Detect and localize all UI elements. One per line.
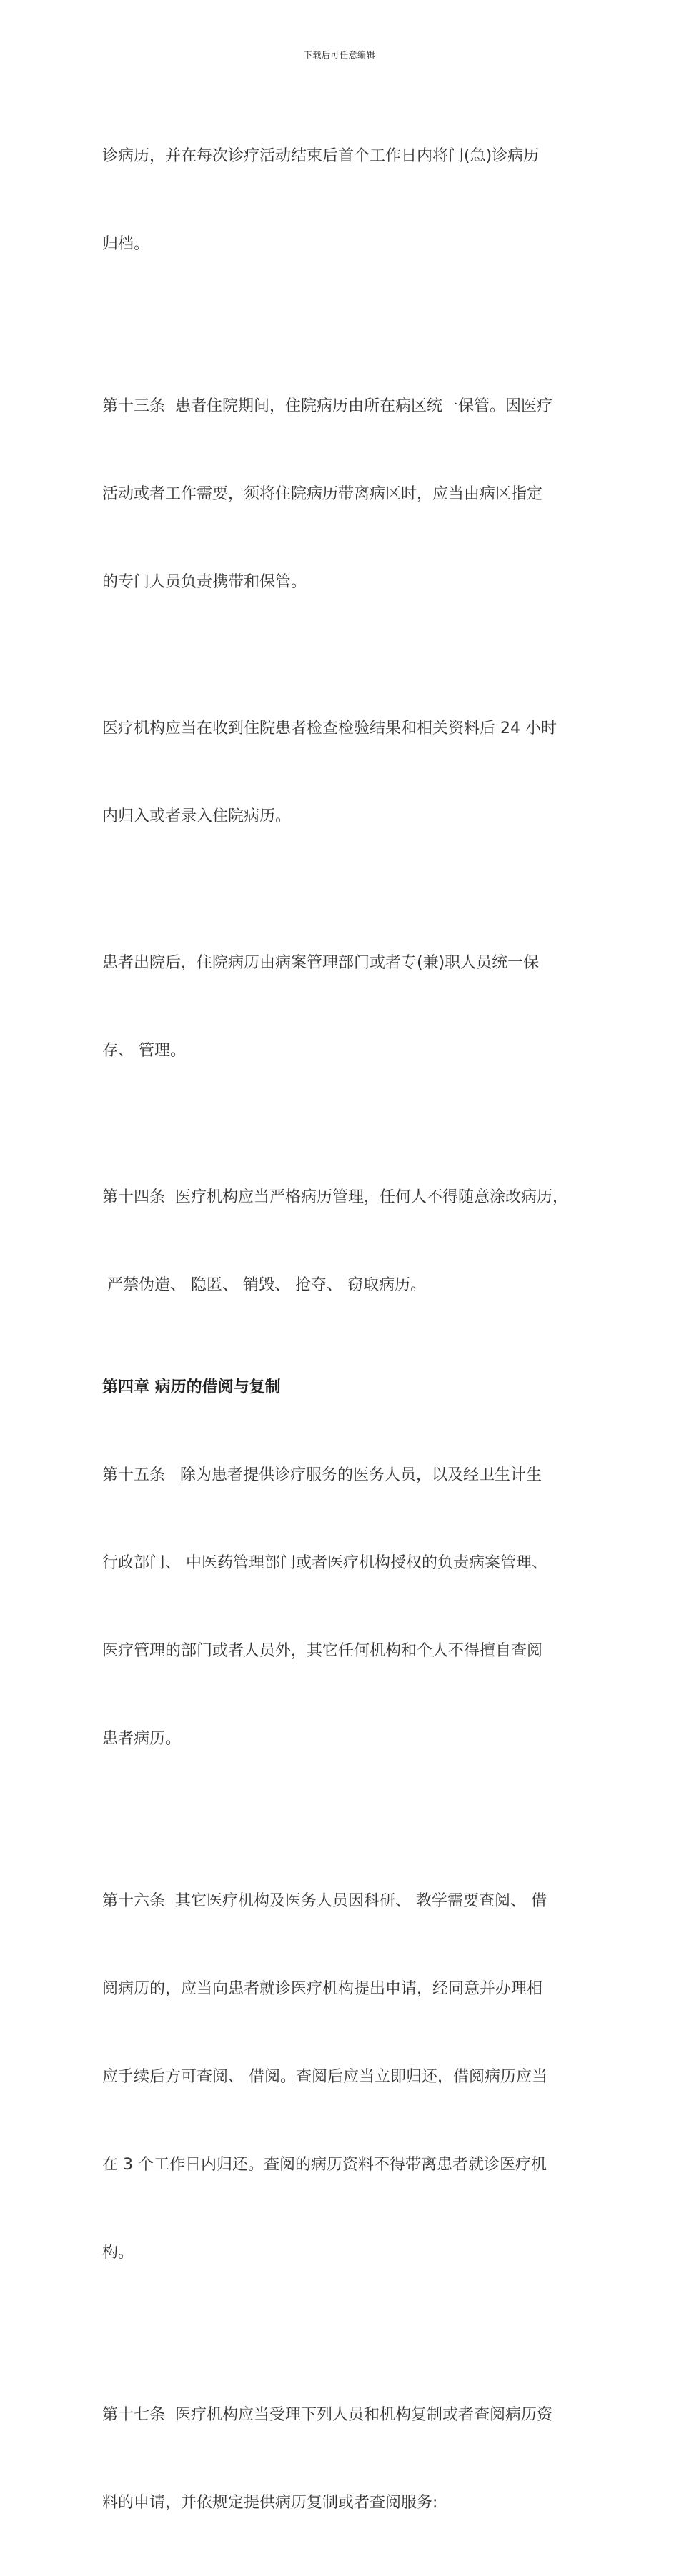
text-line: 的专门人员负责携带和保管。 <box>102 573 307 591</box>
paragraph-article-15 <box>102 1402 583 1812</box>
text-line: 存、 管理。 <box>102 1042 186 1060</box>
text-line: 患者出院后，住院病历由病案管理部门或者专(兼)职人员统一保 <box>102 954 540 972</box>
text-line: 归档。 <box>102 235 150 253</box>
text-line: 医疗管理的部门或者人员外，其它任何机构和个人不得擅自查阅 <box>102 1642 543 1660</box>
text-line: 构。 <box>102 2244 134 2262</box>
document-body <box>102 83 583 2576</box>
text-line: 在 3 个工作日内归还。查阅的病历资料不得带离患者就诊医疗机 <box>102 2156 547 2174</box>
paragraph-discharge-records <box>102 890 583 1124</box>
text-line: 第十六条 其它医疗机构及医务人员因科研、 教学需要查阅、 借 <box>102 1892 547 1910</box>
page-header: 下载后可任意编辑 <box>303 50 375 60</box>
text-line: 诊病历，并在每次诊疗活动结束后首个工作日内将门(急)诊病历 <box>102 147 540 165</box>
text-line: 阅病历的，应当向患者就诊医疗机构提出申请，经同意并办理相 <box>102 1980 543 1998</box>
text-line: 医疗机构应当在收到住院患者检查检验结果和相关资料后 24 小时 <box>102 720 557 737</box>
text-line: 第十四条 医疗机构应当严格病历管理，任何人不得随意涂改病历， <box>102 1188 568 1206</box>
text-line: 料的申请，并依规定提供病历复制或者查阅服务: <box>102 2494 438 2512</box>
chapter-heading: 第四章 病历的借阅与复制 <box>102 1378 281 1396</box>
paragraph-inpatient-results <box>102 655 583 890</box>
paragraph-article-13 <box>102 333 583 655</box>
text-line: 患者病历。 <box>102 1730 182 1748</box>
paragraph-article-16 <box>102 1828 583 2326</box>
text-line: 应手续后方可查阅、 借阅。查阅后应当立即归还，借阅病历应当 <box>102 2068 547 2086</box>
paragraph-archive-outpatient <box>102 83 583 317</box>
paragraph-article-14 <box>102 1124 583 1358</box>
text-line: 第十七条 医疗机构应当受理下列人员和机构复制或者查阅病历资 <box>102 2406 552 2424</box>
text-line: 行政部门、 中医药管理部门或者医疗机构授权的负责病案管理、 <box>102 1554 547 1572</box>
text-line: 第十三条 患者住院期间，住院病历由所在病区统一保管。因医疗 <box>102 397 552 415</box>
text-line: 内归入或者录入住院病历。 <box>102 807 292 825</box>
text-line: 第十五条 除为患者提供诊疗服务的医务人员，以及经卫生计生 <box>102 1466 542 1484</box>
paragraph-article-17 <box>102 2342 583 2576</box>
text-line: 活动或者工作需要，须将住院病历带离病区时，应当由病区指定 <box>102 485 543 503</box>
text-line: 严禁伪造、 隐匿、 销毁、 抢夺、 窃取病历。 <box>102 1276 426 1294</box>
